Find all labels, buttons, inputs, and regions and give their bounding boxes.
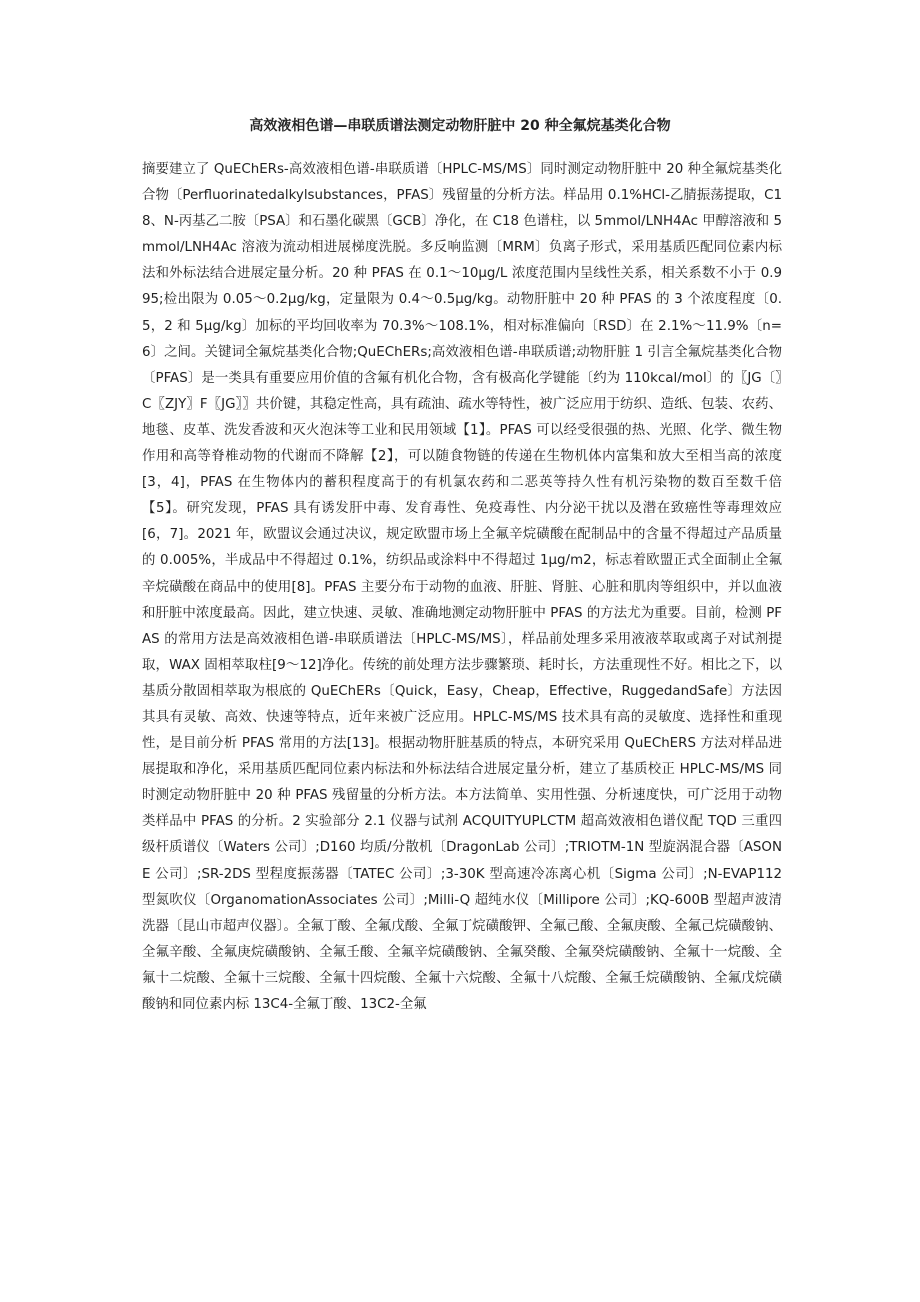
document-title: 高效液相色谱—串联质谱法测定动物肝脏中 20 种全氟烷基类化合物: [249, 118, 671, 134]
document-body: 摘要建立了 QuEChERs-高效液相色谱-串联质谱〔HPLC-MS/MS〕同时测定动物肝脏中 20 种全氟烷基类化合物〔Perfluorinatedalkylsubstances，PFAS〕残留量的分析方法。样品用 0.1%HCl-乙腈振荡提取，C18、N-丙基乙二胺〔PSA〕和石墨化碳黑〔GCB〕净化，在 C18 色谱柱，以 5mmol/LNH4Ac 甲醇溶液和 5mmol/LNH4Ac 溶液为流动相进展梯度洗脱。多反响监测〔MRM〕负离子形式，采用基质匹配同位素内标法和外标法结合进展定量分析。20 种 PFAS 在 0.1～10μg/L 浓度范围内呈线性关系，相关系数不小于 0.995;检出限为 0.05～0.2μg/kg，定量限为 0.4～0.5μg/kg。动物肝脏中 20 种 PFAS 的 3 个浓度程度〔0.5，2 和 5μg/kg〕加标的平均回收率为 70.3%～108.1%，相对标准偏向〔RSD〕在 2.1%～11.9%〔n=6〕之间。关键词全氟烷基类化合物;QuEChERs;高效液相色谱-串联质谱;动物肝脏 1 引言全氟烷基类化合物〔PFAS〕是一类具有重要应用价值的含氟有机化合物，含有极高化学键能〔约为 110kcal/mol〕的〖JG〔〗C〖ZJY〗F〖JG〗〗共价键，其稳定性高，具有疏油、疏水等特性，被广泛应用于纺织、造纸、包装、农药、地毯、皮革、洗发香波和灭火泡沫等工业和民用领域【1】。PFAS 可以经受很强的热、光照、化学、微生物作用和高等脊椎动物的代谢而不降解【2】，可以随食物链的传递在生物机体内富集和放大至相当高的浓度[3，4]，PFAS 在生物体内的蓄积程度高于的有机氯农药和二恶英等持久性有机污染物的数百至数千倍【5】。研究发现，PFAS 具有诱发肝中毒、发育毒性、免疫毒性、内分泌干扰以及潜在致癌性等毒理效应[6，7]。2021 年，欧盟议会通过决议，规定欧盟市场上全氟辛烷磺酸在配制品中的含量不得超过产品质量的 0.005%，半成品中不得超过 0.1%，纺织品或涂料中不得超过 1μg/m2，标志着欧盟正式全面制止全氟辛烷磺酸在商品中的使用[8]。PFAS 主要分布于动物的血液、肝脏、肾脏、心脏和肌肉等组织中，并以血液和肝脏中浓度最高。因此，建立快速、灵敏、准确地测定动物肝脏中 PFAS 的方法尤为重要。目前，检测 PFAS 的常用方法是高效液相色谱-串联质谱法〔HPLC-MS/MS〕，样品前处理多采用液液萃取或离子对试剂提取，WAX 固相萃取柱[9～12]净化。传统的前处理方法步骤繁琐、耗时长，方法重现性不好。相比之下，以基质分散固相萃取为根底的 QuEChERs〔Quick，Easy，Cheap，Effective，RuggedandSafe〕方法因其具有灵敏、高效、快速等特点，近年来被广泛应用。HPLC-MS/MS 技术具有高的灵敏度、选择性和重现性，是目前分析 PFAS 常用的方法[13]。根据动物肝脏基质的特点，本研究采用 QuEChERS 方法对样品进展提取和净化，采用基质匹配同位素内标法和外标法结合进展定量分析，建立了基质校正 HPLC-MS/MS 同时测定动物肝脏中 20 种 PFAS 残留量的分析方法。本方法简单、实用性强、分析速度快，可广泛用于动物类样品中 PFAS 的分析。2 实验部分 2.1 仪器与试剂 ACQUITYUPLCTM 超高效液相色谱仪配 TQD 三重四级杆质谱仪〔Waters 公司〕;D160 均质/分散机〔DragonLab 公司〕;TRIOTM-1N 型旋涡混合器〔ASONE 公司〕;SR-2DS 型程度振荡器〔TATEC 公司〕;3-30K 型高速冷冻离心机〔Sigma 公司〕;N-EVAP112 型氮吹仪〔OrganomationAssociates 公司〕;Milli-Q 超纯水仪〔Millipore 公司〕;KQ-600B 型超声波清洗器〔昆山市超声仪器〕。全氟丁酸、全氟戊酸、全氟丁烷磺酸钾、全氟己酸、全氟庚酸、全氟己烷磺酸钠、全氟辛酸、全氟庚烷磺酸钠、全氟壬酸、全氟辛烷磺酸钠、全氟癸酸、全氟癸烷磺酸钠、全氟十一烷酸、全氟十二烷酸、全氟十三烷酸、全氟十四烷酸、全氟十六烷酸、全氟十八烷酸、全氟壬烷磺酸钠、全氟戊烷磺酸钠和同位素内标 13C4-全氟丁酸、13C2-全氟: [142, 162, 782, 1012]
